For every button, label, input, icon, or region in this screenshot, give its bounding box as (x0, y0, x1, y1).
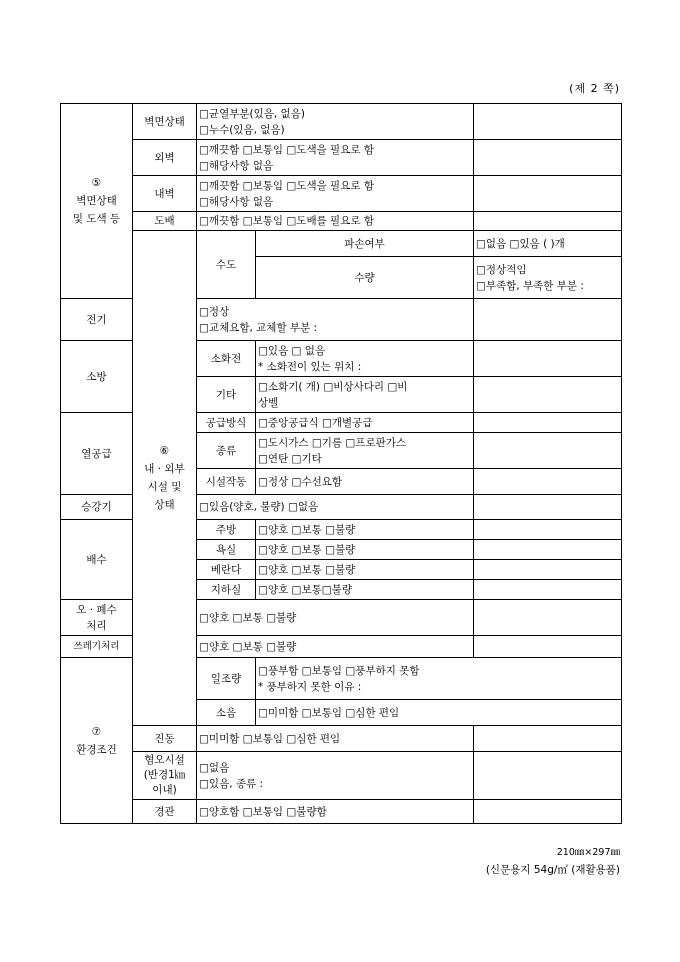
options-scenery[interactable]: □양호함 □보통임 □불량함 (197, 800, 474, 824)
remarks-cell[interactable] (474, 800, 622, 824)
row-label-vibration: 진동 (133, 726, 197, 752)
options-elevator[interactable]: □있음(양호, 불량) □없음 (197, 495, 474, 520)
section-6-header: ⑥ 내 · 외부 시설 및 상태 (133, 231, 197, 726)
remarks-cell[interactable] (474, 752, 622, 800)
row-label-sunlight: 일조량 (197, 658, 256, 700)
options-veranda[interactable]: □양호 □보통 □불량 (256, 560, 474, 580)
sub-label-hydrant: 소화전 (197, 341, 256, 377)
row-label-wallpaper: 도배 (133, 212, 197, 231)
row-label-water: 수도 (197, 231, 256, 299)
remarks-cell[interactable] (474, 560, 622, 580)
options-nuisance-facility[interactable]: □없음 □있음, 종류 : (197, 752, 474, 800)
options-exterior-wall[interactable]: □깨끗함 □보통임 □도색을 필요로 함 □해당사항 없음 (197, 140, 474, 176)
sub-label-bathroom: 욕실 (197, 540, 256, 560)
remarks-cell[interactable] (474, 413, 622, 433)
sub-label-fuel-type: 종류 (197, 433, 256, 469)
options-basement[interactable]: □양호 □보통□불량 (256, 580, 474, 600)
paper-size-note: 210㎜×297㎜ (556, 847, 620, 858)
sub-label-kitchen: 주방 (197, 520, 256, 540)
row-label-waste: 쓰레기처리 (61, 636, 133, 658)
options-sunlight[interactable]: □풍부함 □보통임 □풍부하지 못함 * 풍부하지 못한 이유 : (256, 658, 622, 700)
sub-label-supply-method: 공급방식 (197, 413, 256, 433)
inspection-form-table (60, 103, 622, 824)
remarks-cell[interactable] (474, 299, 622, 341)
remarks-cell[interactable] (474, 377, 622, 413)
remarks-cell[interactable] (474, 212, 622, 231)
options-interior-wall[interactable]: □깨끗함 □보통임 □도색을 필요로 함 □해당사항 없음 (197, 176, 474, 212)
options-electric[interactable]: □정상 □교체요함, 교체할 부분 : (197, 299, 474, 341)
remarks-cell[interactable] (474, 140, 622, 176)
remarks-cell[interactable] (474, 726, 622, 752)
remarks-cell[interactable] (474, 495, 622, 520)
row-label-wall-condition: 벽면상태 (133, 104, 197, 140)
sub-label-veranda: 베란다 (197, 560, 256, 580)
row-label-sewage: 오 · 폐수 처리 (61, 600, 133, 636)
remarks-cell[interactable] (474, 176, 622, 212)
options-hydrant[interactable]: □있음 □ 없음 * 소화전이 있는 위치 : (256, 341, 474, 377)
remarks-cell[interactable] (474, 636, 622, 658)
options-wall-condition[interactable]: □균열부분(있음, 없음) □누수(있음, 없음) (197, 104, 474, 140)
options-bathroom[interactable]: □양호 □보통 □불량 (256, 540, 474, 560)
sub-label-operation: 시설작동 (197, 469, 256, 495)
options-wallpaper[interactable]: □깨끗함 □보통임 □도배를 필요로 함 (197, 212, 474, 231)
row-label-elevator: 승강기 (61, 495, 133, 520)
section-5-header: ⑤ 벽면상태 및 도색 등 (61, 104, 133, 299)
row-label-fire: 소방 (61, 341, 133, 413)
options-vibration[interactable]: □미미함 □보통임 □심한 편임 (197, 726, 474, 752)
options-noise[interactable]: □미미함 □보통임 □심한 편임 (256, 700, 622, 726)
row-label-drainage: 배수 (61, 520, 133, 600)
row-label-noise: 소음 (197, 700, 256, 726)
options-water-damage[interactable]: □없음 □있음 ( )개 (474, 231, 622, 257)
remarks-cell[interactable] (474, 540, 622, 560)
remarks-cell[interactable] (474, 580, 622, 600)
options-fire-other[interactable]: □소화기( 개) □비상사다리 □비 상벨 (256, 377, 474, 413)
row-label-interior-wall: 내벽 (133, 176, 197, 212)
sub-label-quantity: 수량 (256, 257, 474, 299)
options-waste[interactable]: □양호 □보통 □불량 (197, 636, 474, 658)
row-label-heating: 열공급 (61, 413, 133, 495)
row-label-electric: 전기 (61, 299, 133, 341)
remarks-cell[interactable] (474, 600, 622, 636)
options-fuel-type[interactable]: □도시가스 □기름 □프로판가스 □연탄 □기타 (256, 433, 474, 469)
options-operation[interactable]: □정상 □수선요함 (256, 469, 474, 495)
row-label-scenery: 경관 (133, 800, 197, 824)
options-kitchen[interactable]: □양호 □보통 □불량 (256, 520, 474, 540)
row-label-exterior-wall: 외벽 (133, 140, 197, 176)
options-supply-method[interactable]: □중앙공급식 □개별공급 (256, 413, 474, 433)
section-7-header: ⑦ 환경조건 (61, 658, 133, 824)
page-number: (제 2 쪽) (569, 82, 620, 95)
remarks-cell[interactable] (474, 469, 622, 495)
sub-label-damage: 파손여부 (256, 231, 474, 257)
options-water-quantity[interactable]: □정상적임 □부족함, 부족한 부분 : (474, 257, 622, 299)
row-label-nuisance-facility: 혐오시설 (반경1㎞ 이내) (133, 752, 197, 800)
remarks-cell[interactable] (474, 433, 622, 469)
sub-label-fire-other: 기타 (197, 377, 256, 413)
sub-label-basement: 지하실 (197, 580, 256, 600)
remarks-cell[interactable] (474, 520, 622, 540)
remarks-cell[interactable] (474, 104, 622, 140)
remarks-cell[interactable] (474, 341, 622, 377)
paper-type-note: (신문용지 54g/㎡ (재활용품) (485, 864, 620, 876)
options-sewage[interactable]: □양호 □보통 □불량 (197, 600, 474, 636)
